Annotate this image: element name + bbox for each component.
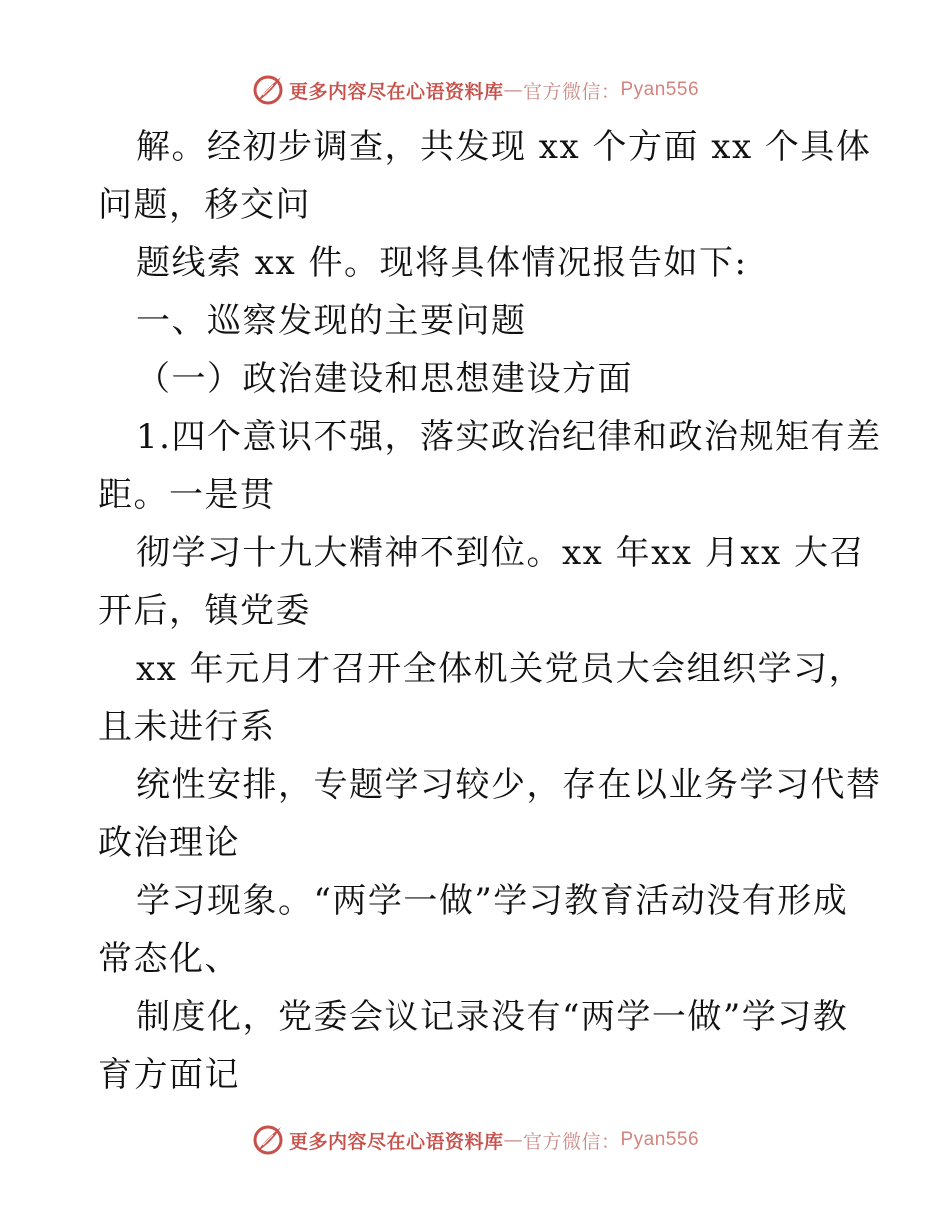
feather-circle-icon	[251, 73, 285, 107]
text-line: 育方面记	[98, 1055, 240, 1095]
watermark-wechat-label: 官方微信：	[522, 1130, 621, 1153]
text-line: 且未进行系	[98, 707, 276, 747]
watermark-main-text: 更多内容尽在心语资料库	[288, 80, 504, 103]
text-line: 解。经初步调查，共发现 xx 个方面 xx 个具体	[136, 127, 872, 167]
text-line: 学习现象。“两学一做”学习教育活动没有形成	[136, 881, 849, 921]
watermark-separator: —	[503, 1129, 523, 1151]
watermark-wechat-id: Pyan556	[620, 1129, 700, 1150]
section-heading: 一、巡察发现的主要问题	[136, 301, 527, 341]
text-line: 开后，镇党委	[98, 591, 311, 631]
watermark-wechat-id: Pyan556	[620, 79, 700, 100]
text-line: 常态化、	[98, 939, 240, 979]
watermark-banner-top	[0, 70, 950, 110]
watermark-wechat-label: 官方微信：	[522, 80, 621, 103]
feather-circle-icon	[251, 1123, 285, 1157]
text-line: 问题，移交问	[98, 185, 311, 225]
text-line: xx 年元月才召开全体机关党员大会组织学习，	[136, 649, 865, 689]
text-line: 1.四个意识不强，落实政治纪律和政治规矩有差	[136, 417, 882, 457]
text-line: 制度化，党委会议记录没有“两学一做”学习教	[136, 997, 849, 1037]
text-line: 政治理论	[98, 823, 240, 863]
text-line: 题线索 xx 件。现将具体情况报告如下:	[136, 243, 748, 283]
text-line: 距。一是贯	[98, 475, 276, 515]
text-line: 彻学习十九大精神不到位。xx 年xx 月xx 大召	[136, 533, 865, 573]
watermark-separator: —	[503, 79, 523, 101]
watermark-main-text: 更多内容尽在心语资料库	[288, 1130, 504, 1153]
text-line: 统性安排，专题学习较少，存在以业务学习代替	[136, 765, 882, 805]
subsection-heading: （一）政治建设和思想建设方面	[136, 359, 633, 399]
watermark-banner-bottom	[0, 1120, 950, 1160]
